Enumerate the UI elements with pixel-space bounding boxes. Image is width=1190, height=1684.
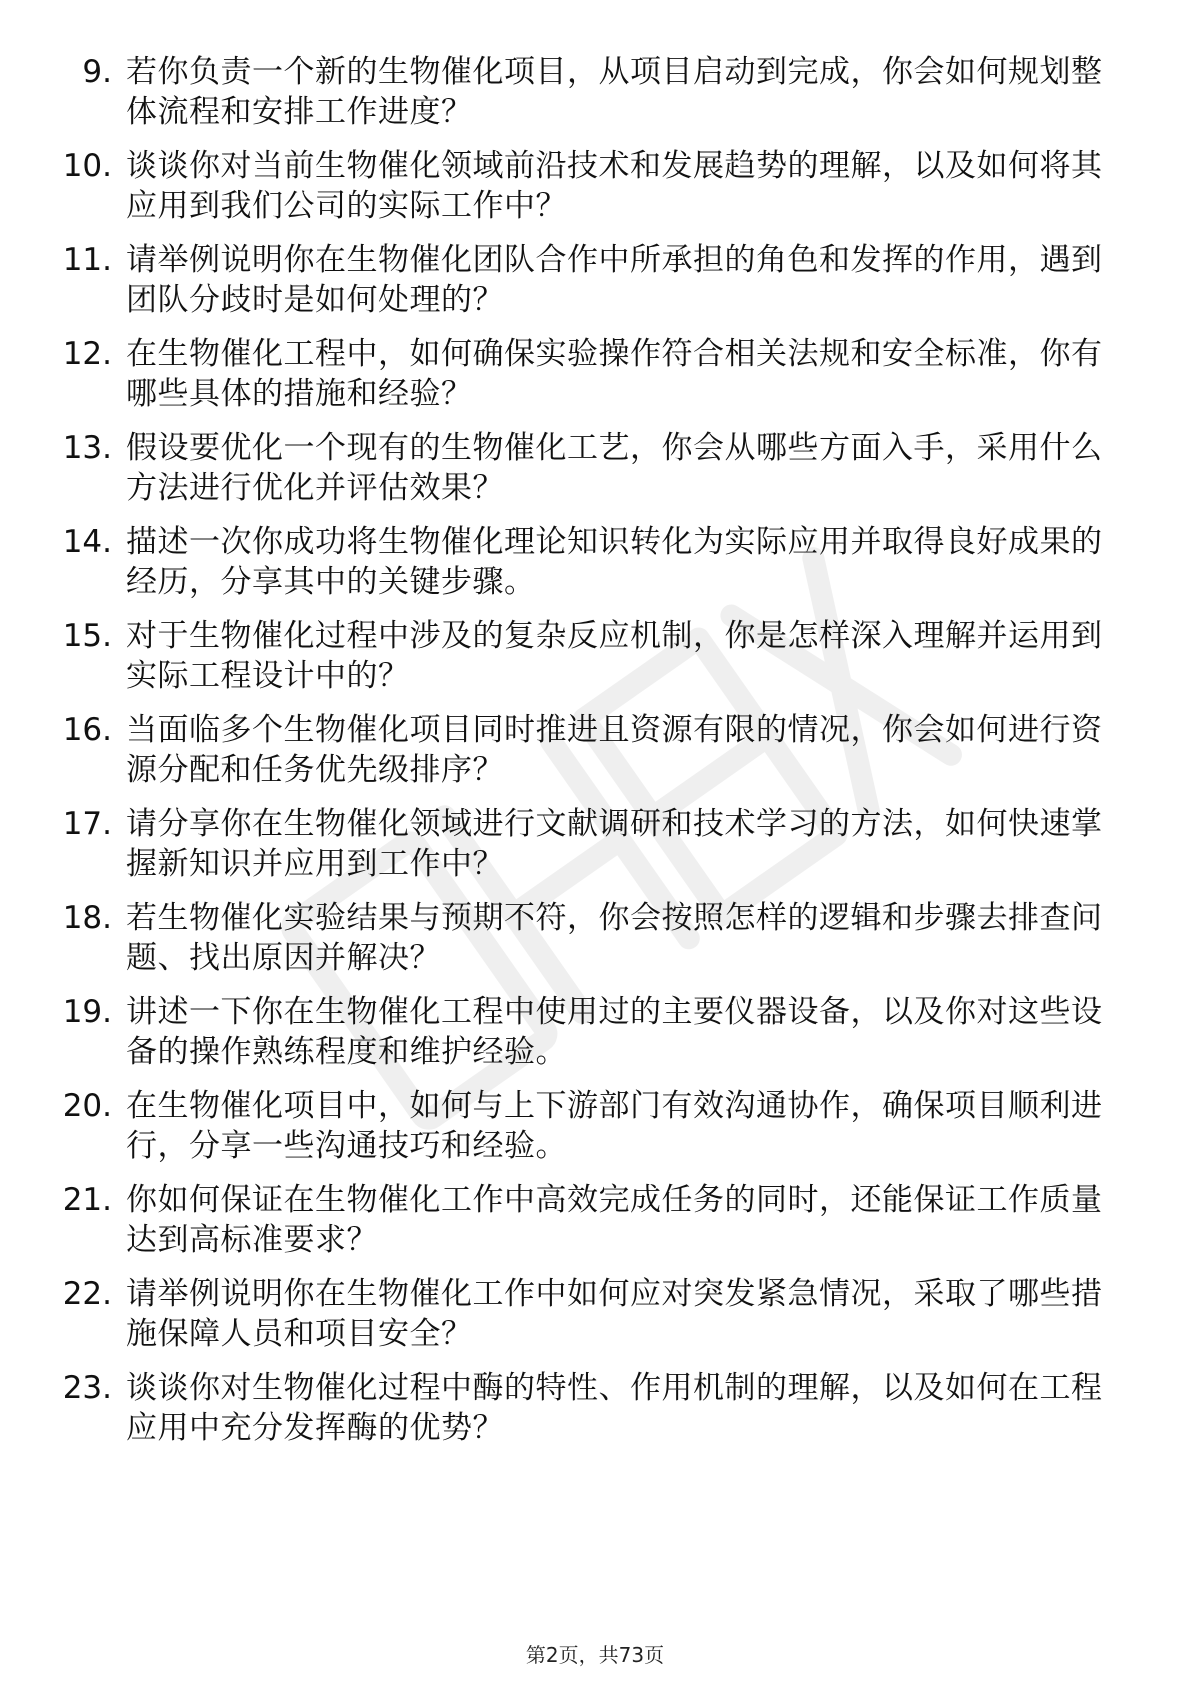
question-number: 16. bbox=[62, 712, 112, 748]
question-list bbox=[58, 52, 1118, 1462]
question-text: 在生物催化项目中，如何与上下游部门有效沟通协作，确保项目顺利进行，分享一些沟通技巧和经验。 bbox=[126, 1088, 1103, 1164]
question-item bbox=[58, 334, 1118, 414]
question-text: 假设要优化一个现有的生物催化工艺，你会从哪些方面入手，采用什么方法进行优化并评估效果？ bbox=[126, 430, 1103, 506]
question-number: 22. bbox=[62, 1276, 112, 1312]
question-text: 请分享你在生物催化领域进行文献调研和技术学习的方法，如何快速掌握新知识并应用到工作中？ bbox=[126, 806, 1103, 882]
question-number: 12. bbox=[62, 336, 112, 372]
question-text: 谈谈你对生物催化过程中酶的特性、作用机制的理解，以及如何在工程应用中充分发挥酶的优势？ bbox=[126, 1370, 1103, 1446]
question-item bbox=[58, 1086, 1118, 1166]
question-text: 若生物催化实验结果与预期不符，你会按照怎样的逻辑和步骤去排查问题、找出原因并解决？ bbox=[126, 900, 1103, 976]
question-item bbox=[58, 52, 1118, 132]
question-number: 17. bbox=[62, 806, 112, 842]
question-text: 对于生物催化过程中涉及的复杂反应机制，你是怎样深入理解并运用到实际工程设计中的？ bbox=[126, 618, 1103, 694]
question-number: 13. bbox=[62, 430, 112, 466]
question-text: 请举例说明你在生物催化工作中如何应对突发紧急情况，采取了哪些措施保障人员和项目安全？ bbox=[126, 1276, 1103, 1352]
question-item bbox=[58, 1274, 1118, 1354]
question-text: 描述一次你成功将生物催化理论知识转化为实际应用并取得良好成果的经历，分享其中的关键步骤。 bbox=[126, 524, 1103, 600]
question-item bbox=[58, 1180, 1118, 1260]
question-number: 21. bbox=[62, 1182, 112, 1218]
question-item bbox=[58, 616, 1118, 696]
question-item bbox=[58, 710, 1118, 790]
question-item bbox=[58, 1368, 1118, 1448]
question-number: 15. bbox=[62, 618, 112, 654]
question-number: 14. bbox=[62, 524, 112, 560]
question-item bbox=[58, 146, 1118, 226]
question-text: 请举例说明你在生物催化团队合作中所承担的角色和发挥的作用，遇到团队分歧时是如何处理的？ bbox=[126, 242, 1103, 318]
question-text: 在生物催化工程中，如何确保实验操作符合相关法规和安全标准，你有哪些具体的措施和经验？ bbox=[126, 336, 1103, 412]
question-number: 10. bbox=[62, 148, 112, 184]
question-item bbox=[58, 992, 1118, 1072]
question-number: 18. bbox=[62, 900, 112, 936]
question-number: 9. bbox=[82, 54, 112, 90]
page-number-label: 第2页，共73页 bbox=[525, 1643, 665, 1667]
question-item bbox=[58, 240, 1118, 320]
page-footer bbox=[0, 1642, 1190, 1668]
question-item bbox=[58, 428, 1118, 508]
question-item bbox=[58, 804, 1118, 884]
question-text: 你如何保证在生物催化工作中高效完成任务的同时，还能保证工作质量达到高标准要求？ bbox=[126, 1182, 1103, 1258]
question-text: 若你负责一个新的生物催化项目，从项目启动到完成，你会如何规划整体流程和安排工作进度？ bbox=[126, 54, 1103, 130]
question-number: 20. bbox=[62, 1088, 112, 1124]
question-text: 当面临多个生物催化项目同时推进且资源有限的情况，你会如何进行资源分配和任务优先级排序？ bbox=[126, 712, 1103, 788]
question-item bbox=[58, 898, 1118, 978]
question-number: 23. bbox=[62, 1370, 112, 1406]
question-item bbox=[58, 522, 1118, 602]
question-number: 19. bbox=[62, 994, 112, 1030]
question-text: 谈谈你对当前生物催化领域前沿技术和发展趋势的理解，以及如何将其应用到我们公司的实际工作中？ bbox=[126, 148, 1103, 224]
question-text: 讲述一下你在生物催化工程中使用过的主要仪器设备，以及你对这些设备的操作熟练程度和维护经验。 bbox=[126, 994, 1103, 1070]
question-number: 11. bbox=[62, 242, 112, 278]
